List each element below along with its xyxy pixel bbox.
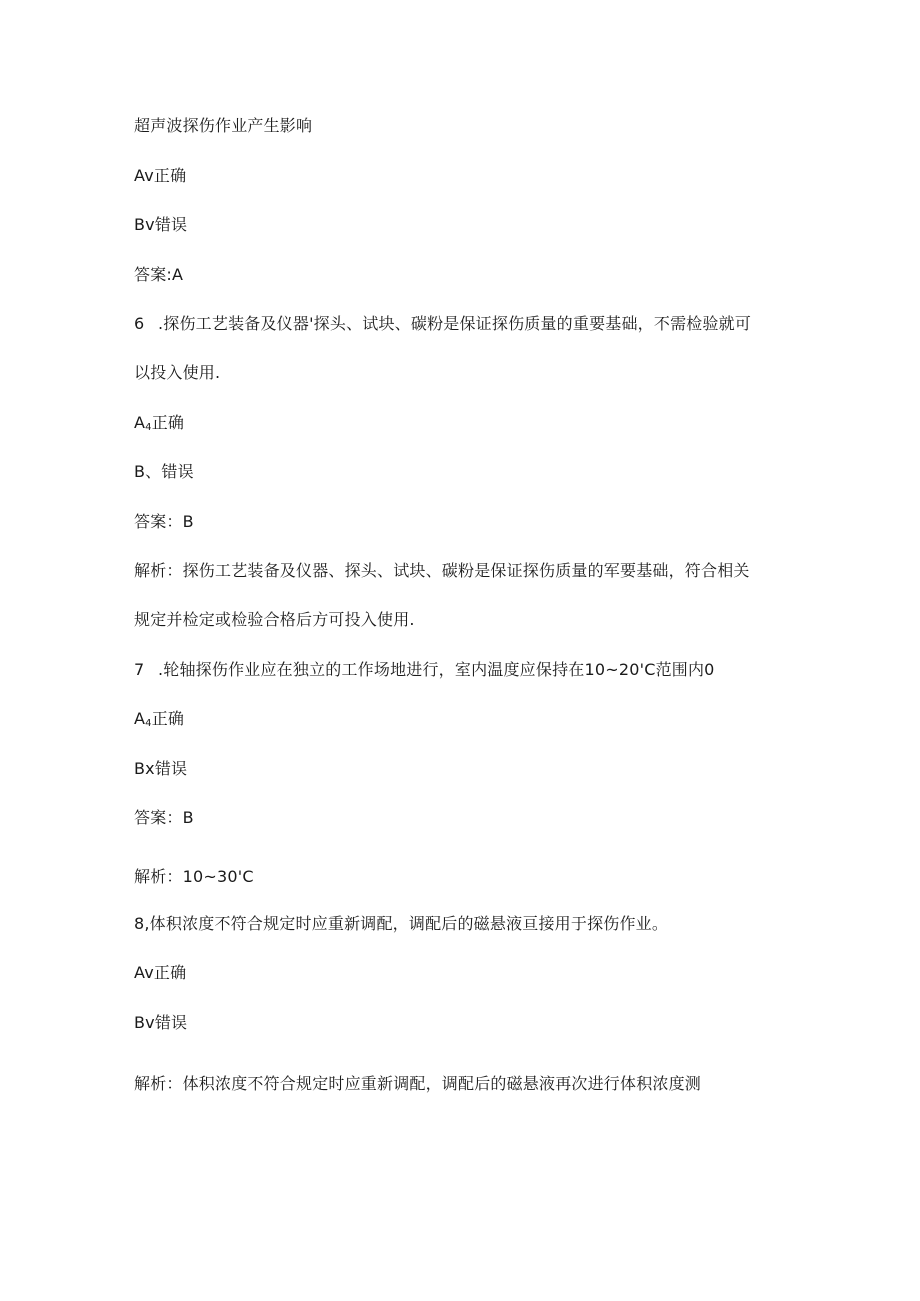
question-7-explanation: 解析：10~30'C [134,867,254,886]
question-number: 7 [134,660,145,679]
question-text: .探伤工艺装备及仪器'探头、试块、碳粉是保证探伤质量的重要基础，不需检验就可 [158,314,752,333]
option-letter: A [134,413,146,432]
question-8-option-b: Bv错误 [134,1013,188,1032]
question-6-answer: 答案：B [134,512,194,531]
question-5-option-a: Av正确 [134,166,187,185]
question-7-answer: 答案：B [134,808,194,827]
question-6-explanation: 解析：探伤工艺装备及仪器、探头、试块、碳粉是保证探伤质量的军要基础，符合相关 [134,561,750,580]
option-text: 正确 [151,413,185,432]
option-subscript: 4 [145,718,152,729]
question-8-stem: 8,体积浓度不符合规定时应重新调配，调配后的磁悬液亘接用于探伤作业。 [134,914,669,933]
question-7-option-b: Bx错误 [134,759,188,778]
question-5-answer: 答案:A [134,265,184,284]
question-7-option-a [134,708,184,735]
question-6-explanation-continued: 规定并检定或检验合格后方可投入使用. [134,610,415,629]
option-letter: A [134,709,146,728]
question-text: .轮轴探伤作业应在独立的工作场地进行，室内温度应保持在10~20'C范围内0 [158,660,715,679]
question-6-stem-continued: 以投入使用. [134,363,221,382]
question-6-stem [134,313,751,335]
question-8-option-a: Av正确 [134,963,187,982]
question-6-option-a [134,412,184,439]
option-text: 正确 [151,709,185,728]
question-5-option-b: Bv错误 [134,215,188,234]
question-6-option-b: B、错误 [134,462,194,481]
option-subscript: 4 [145,422,152,433]
question-7-stem [134,659,715,681]
question-5-stem-tail: 超声波探伤作业产生影响 [134,116,313,135]
question-number: 6 [134,314,145,333]
question-8-explanation: 解析：体积浓度不符合规定时应重新调配，调配后的磁悬液再次进行体积浓度测 [134,1074,702,1093]
